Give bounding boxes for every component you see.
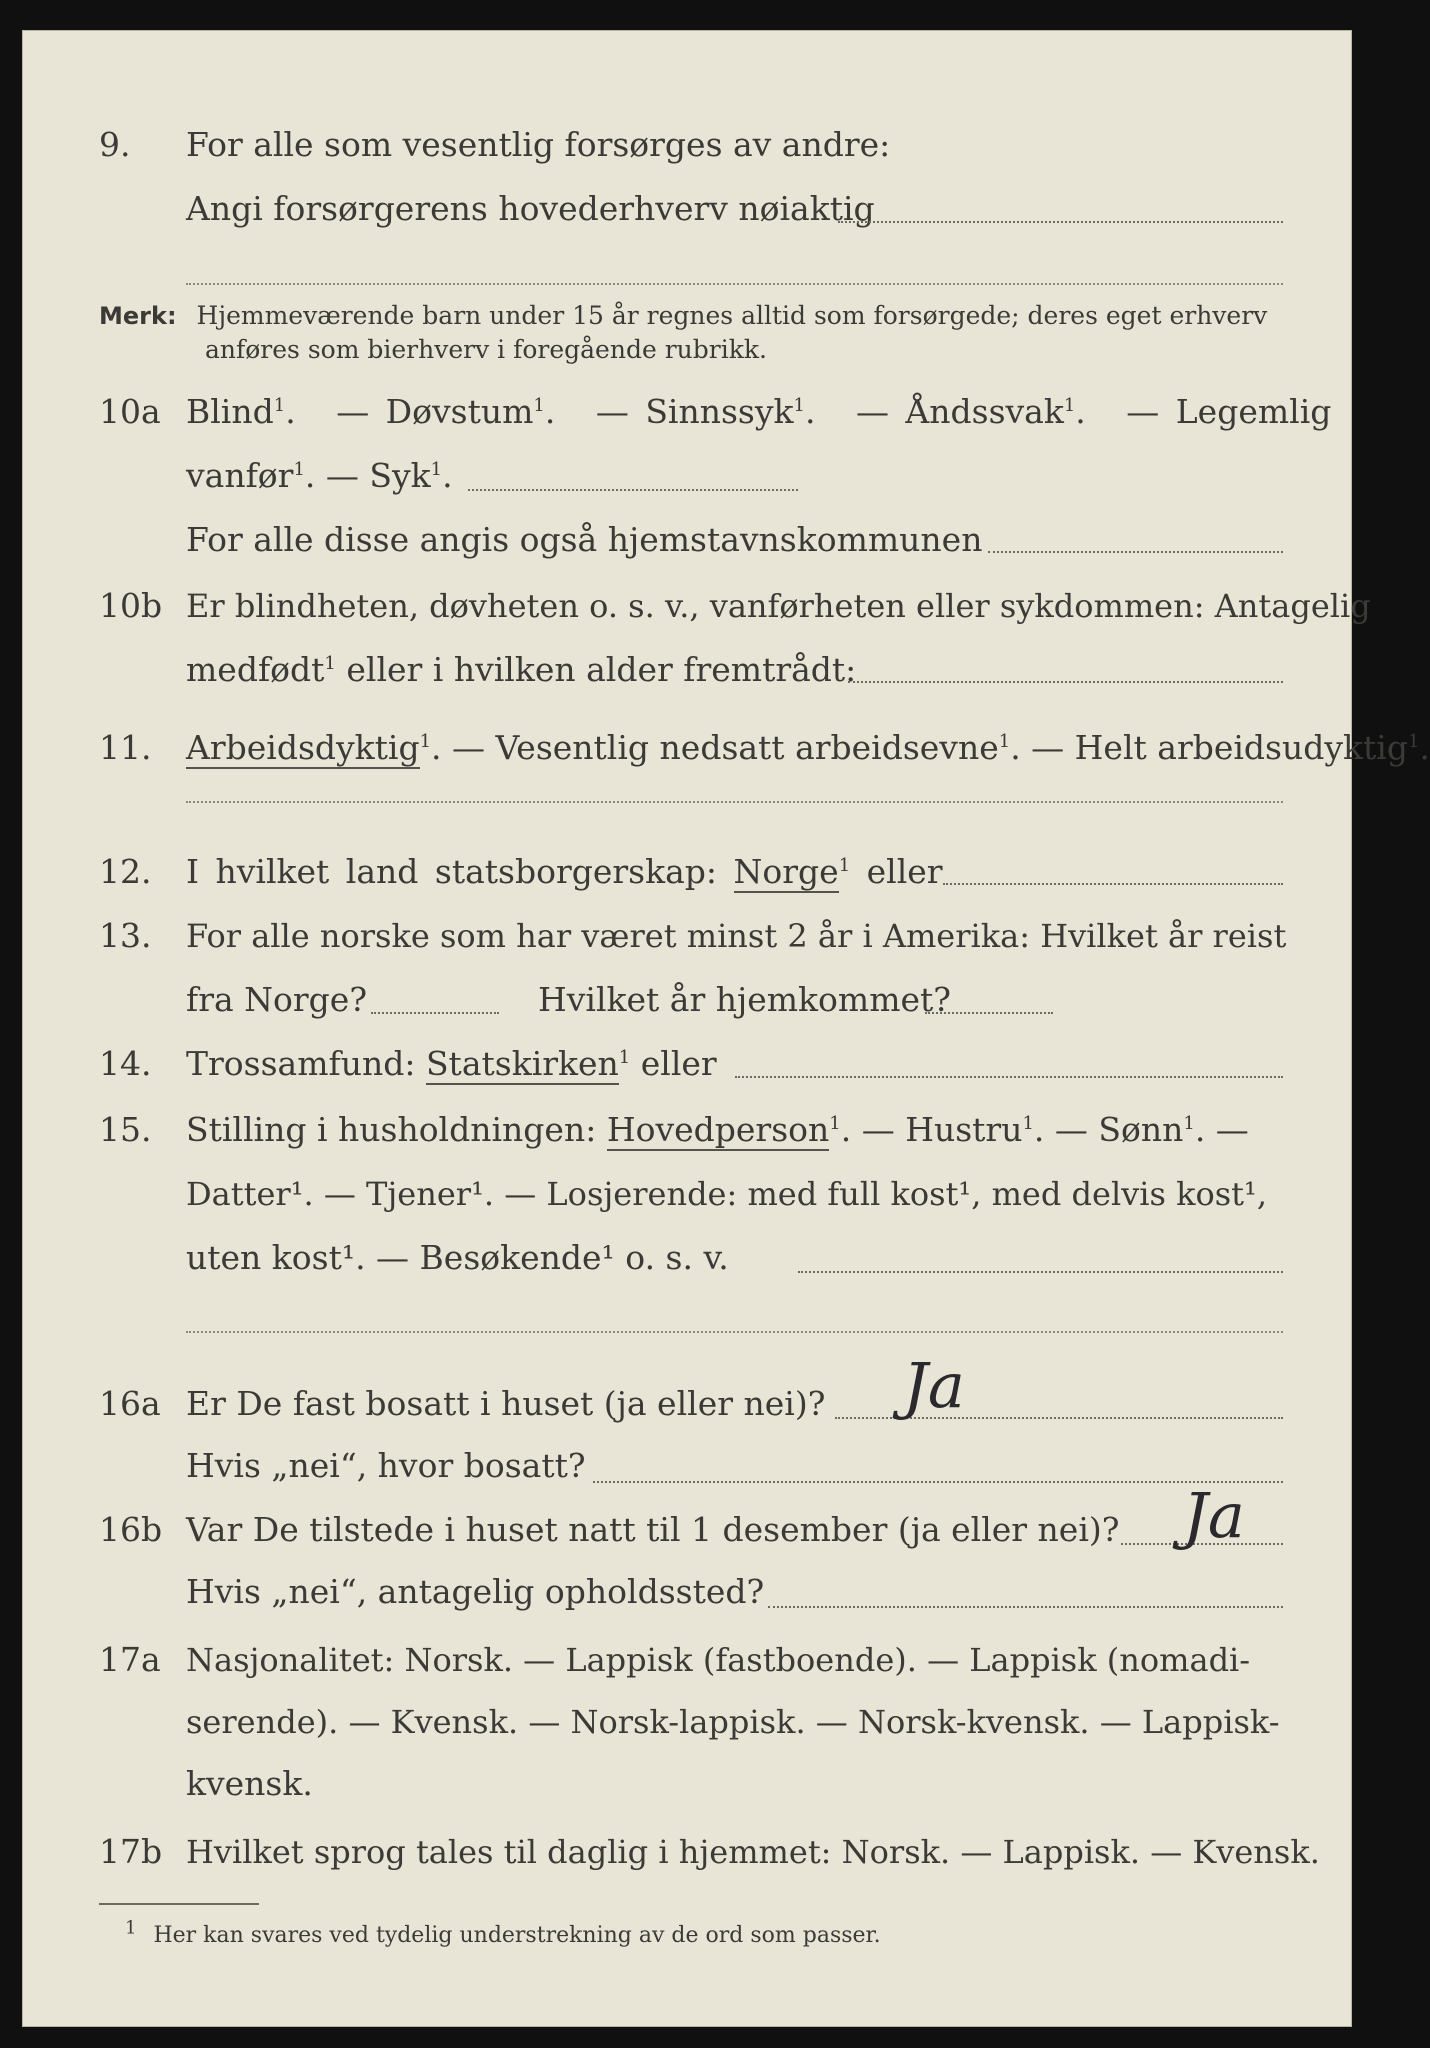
answer-line[interactable] <box>593 1481 1283 1483</box>
question-number: 9. <box>99 125 131 164</box>
handwritten-answer: Ja <box>903 1349 965 1422</box>
question-text: Arbeidsdyktig$^1$. — Vesentlig nedsatt arbeidsevne$^1$. — Helt arbeidsudyktig$^1$. <box>186 728 1430 767</box>
question-text: Hvilket år hjemkommet? <box>538 980 951 1019</box>
question-text: Er blindheten, døvheten o. s. v., vanførheten eller sykdommen: Antagelig <box>186 587 1371 625</box>
question-number: 14. <box>99 1044 152 1083</box>
answer-line[interactable] <box>186 283 1283 285</box>
question-text: Nasjonalitet: Norsk. — Lappisk (fastboende). — Lappisk (nomadi- <box>186 1641 1251 1679</box>
question-text: For alle som vesentlig forsørges av andre: <box>186 125 891 164</box>
answer-line[interactable] <box>838 221 1283 223</box>
question-text: Er De fast bosatt i huset (ja eller nei)? <box>186 1384 826 1423</box>
question-text: vanfør$^1$. — Syk$^1$. <box>186 456 453 495</box>
merk-label: Merk: <box>99 302 177 330</box>
merk-text: anføres som bierhverv i foregående rubrikk. <box>205 335 767 364</box>
answer-line[interactable] <box>798 1271 1283 1273</box>
footnote-divider <box>99 1903 259 1905</box>
question-text: Datter¹. — Tjener¹. — Losjerende: med full kost¹, med delvis kost¹, <box>186 1175 1268 1213</box>
underlined-answer: Arbeidsdyktig <box>186 728 420 767</box>
question-text: Hvis „nei“, antagelig opholdssted? <box>186 1572 765 1611</box>
question-number: 10b <box>99 586 163 625</box>
question-number: 13. <box>99 916 152 955</box>
underlined-answer: Hovedperson <box>606 1110 830 1149</box>
question-text: Trossamfund: Statskirken$^1$ eller <box>186 1044 717 1083</box>
handwritten-answer: Ja <box>1183 1479 1245 1552</box>
answer-line[interactable] <box>925 1012 1053 1014</box>
merk-note <box>99 299 1267 333</box>
underlined-answer: Statskirken <box>425 1044 619 1083</box>
question-text: Angi forsørgerens hovederhverv nøiaktig <box>186 189 875 228</box>
footnote-text: Her kan svares ved tydelig understrekning av de ord som passer. <box>153 1923 881 1948</box>
answer-line[interactable] <box>943 883 1283 885</box>
question-number: 11. <box>99 728 152 767</box>
answer-line[interactable] <box>735 1076 1283 1078</box>
question-number: 17a <box>99 1640 161 1679</box>
answer-line[interactable] <box>468 489 798 491</box>
question-text: Hvilket sprog tales til daglig i hjemmet: Norsk. — Lappisk. — Kvensk. <box>186 1833 1320 1871</box>
question-text: For alle disse angis også hjemstavnskommunen <box>186 520 983 559</box>
question-text: For alle norske som har været minst 2 år i Amerika: Hvilket år reist <box>186 917 1287 955</box>
answer-line[interactable] <box>988 551 1283 553</box>
census-form-page <box>22 30 1430 2027</box>
question-text: kvensk. <box>186 1764 313 1803</box>
question-text: I hvilket land statsborgerskap: Norge$^1$ eller <box>186 852 943 891</box>
question-text: serende). — Kvensk. — Norsk-lappisk. — Norsk-kvensk. — Lappisk- <box>186 1703 1280 1741</box>
question-text: uten kost¹. — Besøkende¹ o. s. v. <box>186 1238 729 1277</box>
question-number: 12. <box>99 852 152 891</box>
merk-text: Hjemmeværende barn under 15 år regnes alltid som forsørgede; deres eget erhverv <box>196 301 1268 330</box>
merk-note-line2 <box>205 333 767 367</box>
question-text: Blind$^1$. — Døvstum$^1$. — Sinnssyk$^1$. — Åndssvak$^1$. — Legemlig <box>186 392 1332 431</box>
answer-line[interactable] <box>186 801 1283 803</box>
answer-line[interactable] <box>768 1606 1283 1608</box>
underlined-answer: Norge <box>733 852 839 891</box>
question-text: Hvis „nei“, hvor bosatt? <box>186 1446 586 1485</box>
question-text: Var De tilstede i huset natt til 1 desember (ja eller nei)? <box>186 1510 1120 1549</box>
answer-line[interactable] <box>848 681 1283 683</box>
question-number: 16b <box>99 1510 163 1549</box>
answer-line[interactable] <box>186 1331 1283 1333</box>
footnote-mark: 1 <box>125 1917 137 1939</box>
question-number: 16a <box>99 1384 161 1423</box>
question-text: medfødt$^1$ eller i hvilken alder fremtrådt: <box>186 650 857 689</box>
question-number: 10a <box>99 392 161 431</box>
footnote <box>125 1917 881 1948</box>
question-number: 15. <box>99 1110 152 1149</box>
question-text: Stilling i husholdningen: Hovedperson$^1$. — Hustru$^1$. — Sønn$^1$. — <box>186 1110 1249 1149</box>
question-text: fra Norge? <box>186 980 368 1019</box>
question-number: 17b <box>99 1832 163 1871</box>
answer-line[interactable] <box>371 1012 499 1014</box>
